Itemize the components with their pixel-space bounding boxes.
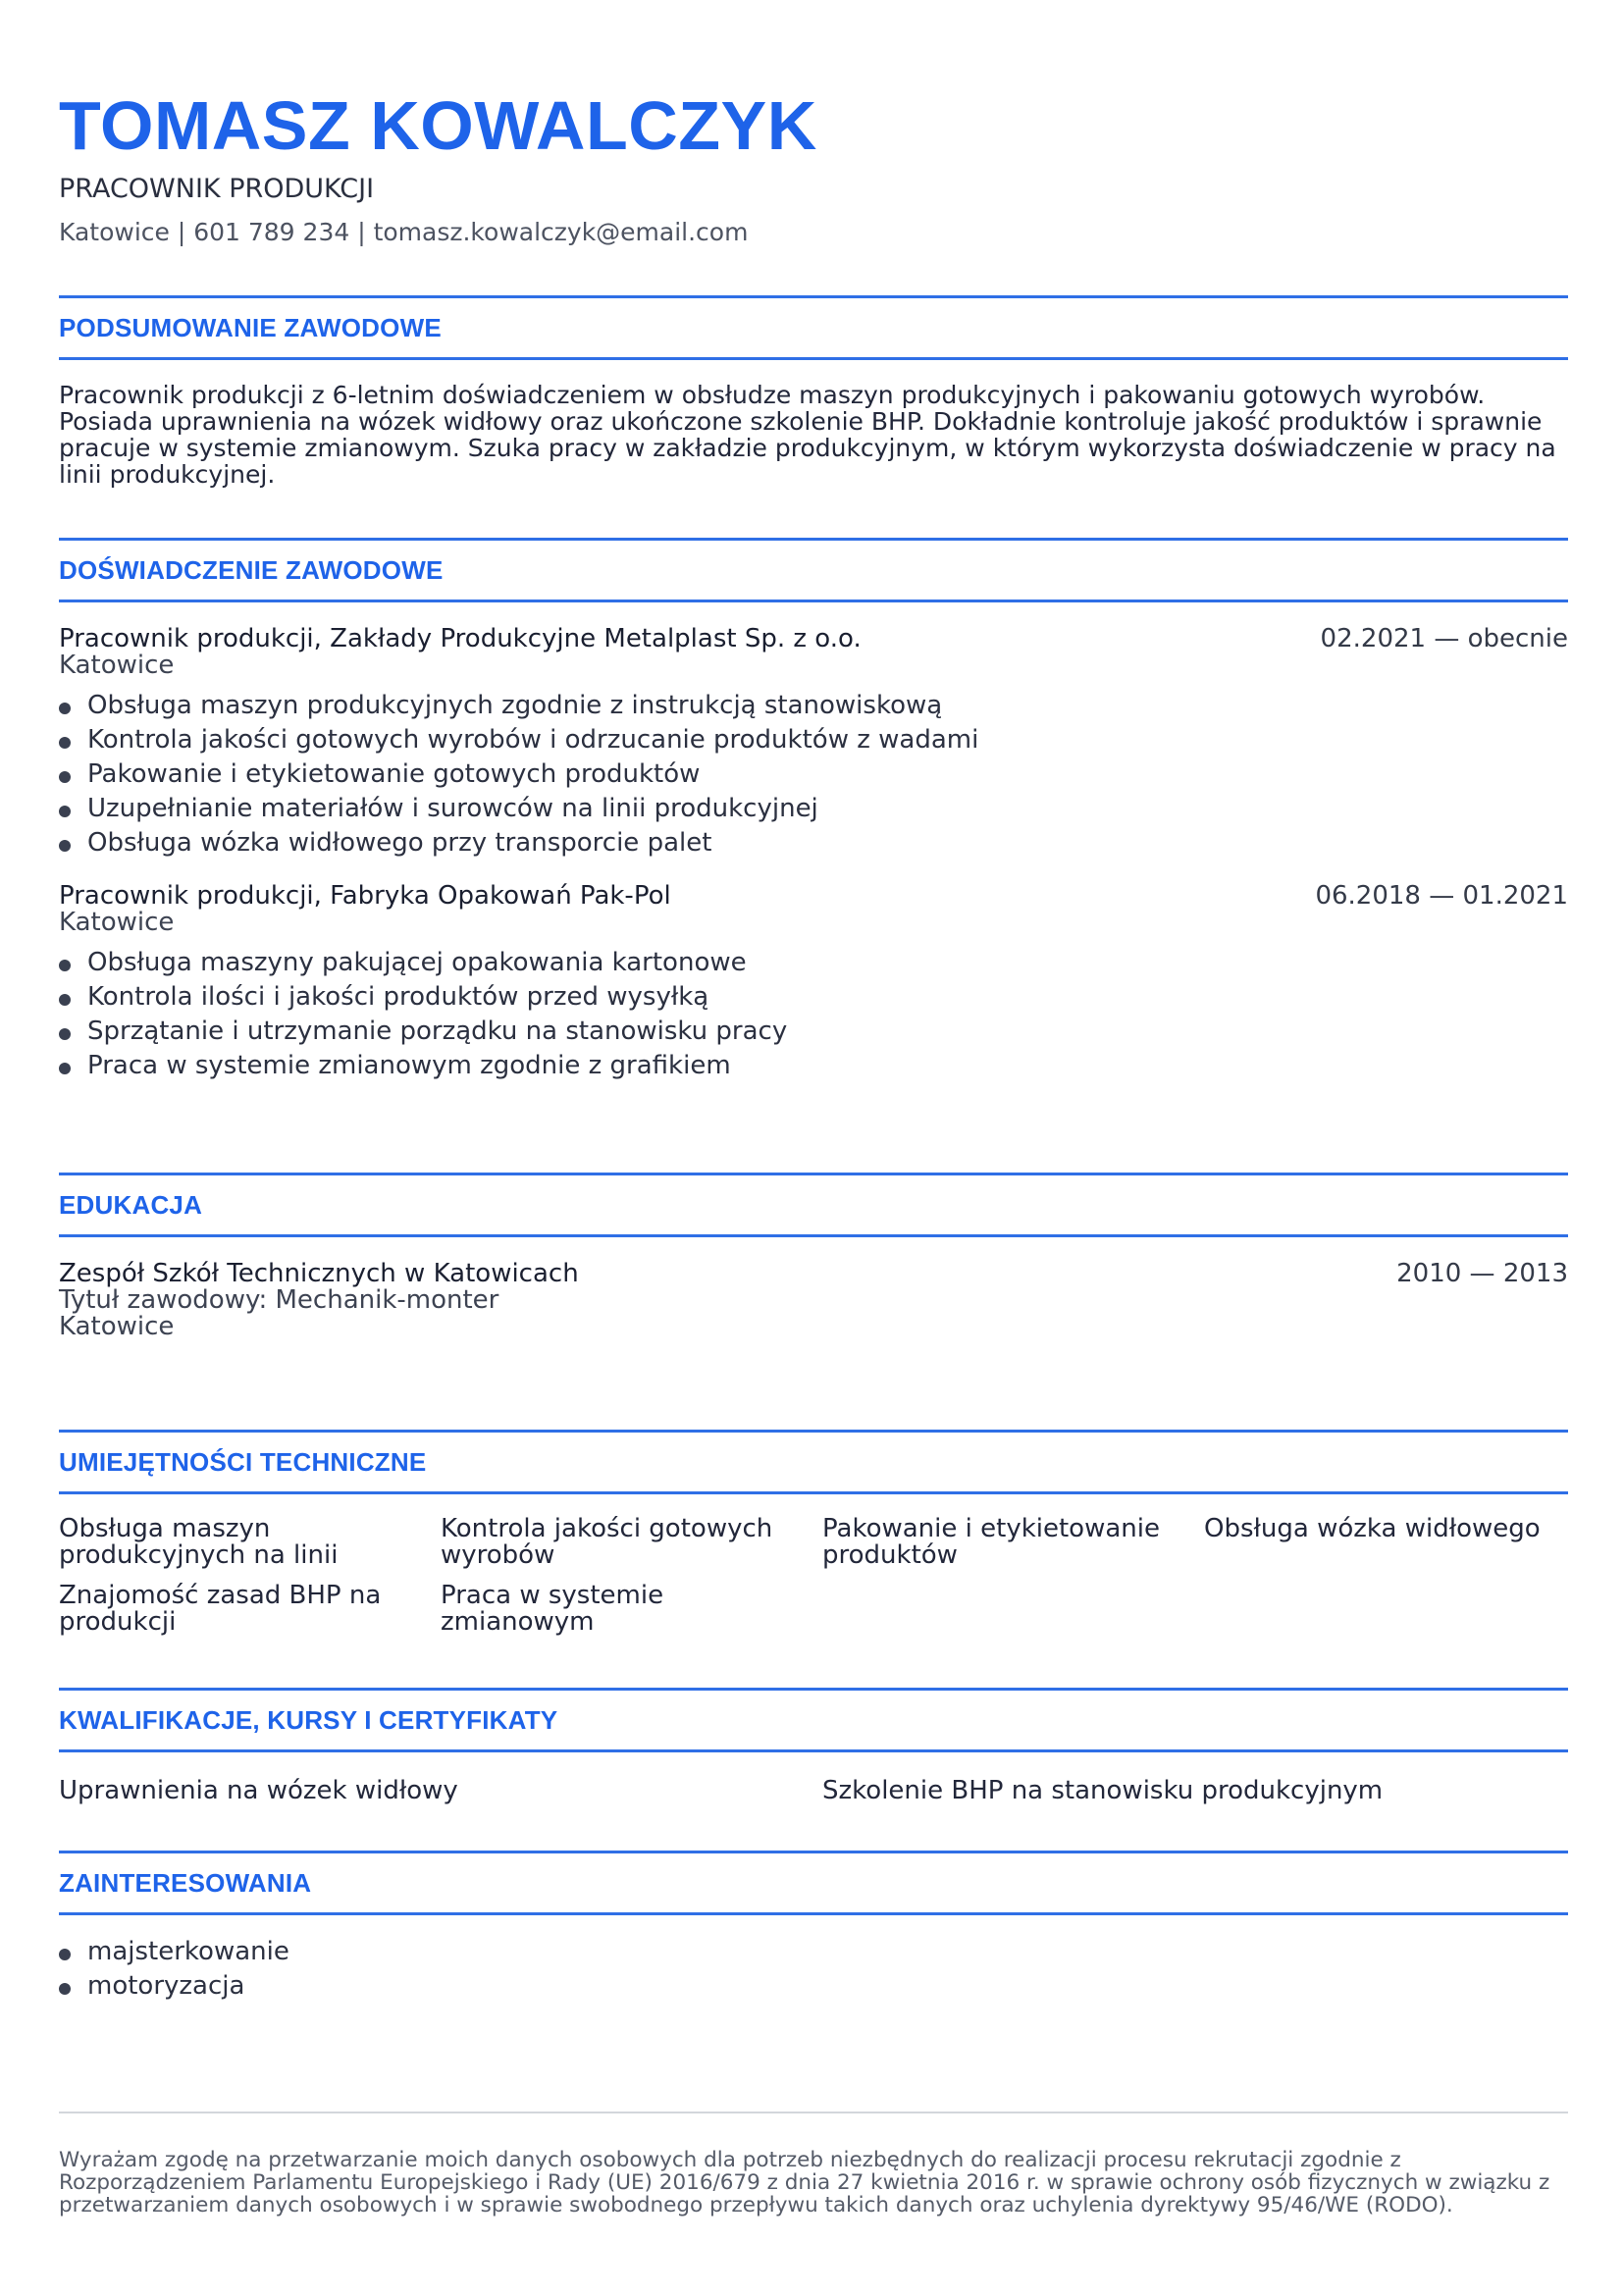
interests-list — [59, 1935, 1568, 2004]
list-item: Pakowanie i etykietowanie gotowych produktów — [59, 757, 1568, 792]
section-divider — [59, 1234, 1568, 1237]
list-item: Uzupełnianie materiałów i surowców na linii produkcyjnej — [59, 792, 1568, 826]
skill-item: Praca w systemie zmianowym — [441, 1581, 664, 1637]
section-title: UMIEJĘTNOŚCI TECHNICZNE — [59, 1447, 427, 1477]
section-title: ZAINTERESOWANIA — [59, 1868, 312, 1898]
candidate-name: TOMASZ KOWALCZYK — [59, 87, 817, 164]
job-location: Katowice — [59, 908, 175, 937]
education-section — [59, 1173, 1568, 1340]
section-divider — [59, 1749, 1568, 1752]
job-entry — [59, 626, 1568, 861]
gdpr-consent-clause: Wyrażam zgodę na przetwarzanie moich danych osobowych dla potrzeb niezbędnych do realizacji procesu rekrutacji zgodnie z Rozporządzeniem Parlamentu Europejskiego i Rady (UE) 2016/679 z dnia 27 kwietnia 2016 r. w sprawie ochrony osób fizycznych w związku z przetwarzaniem danych osobowych i w sprawie swobodnego przepływu takich danych oraz uchylenia dyrektywy 95/46/WE (RODO). — [59, 2148, 1550, 2217]
list-item: motoryzacja — [59, 1969, 1568, 2004]
school-location: Katowice — [59, 1312, 175, 1341]
section-divider — [59, 1491, 1568, 1494]
list-item: Obsługa wózka widłowego przy transporcie palet — [59, 826, 1568, 861]
section-title: PODSUMOWANIE ZAWODOWE — [59, 313, 442, 342]
skill-item: Obsługa wózka widłowego — [1204, 1514, 1541, 1543]
experience-section — [59, 538, 1568, 1083]
qualification-item: Uprawnienia na wózek widłowy — [59, 1776, 458, 1805]
degree: Tytuł zawodowy: Mechanik-monter — [59, 1285, 499, 1315]
job-position: Pracownik produkcji, Zakłady Produkcyjne Metalplast Sp. z o.o. — [59, 624, 862, 653]
school-name: Zespół Szkół Technicznych w Katowicach — [59, 1259, 579, 1288]
skills-section — [59, 1430, 1568, 1636]
education-header — [59, 1261, 1568, 1287]
job-location: Katowice — [59, 651, 175, 680]
job-entry — [59, 883, 1568, 1083]
skill-item: Obsługa maszyn produkcyjnych na linii — [59, 1514, 339, 1570]
qualifications-grid — [59, 1774, 1568, 1807]
interests-section — [59, 1851, 1568, 2004]
summary-section — [59, 295, 1568, 488]
job-title: PRACOWNIK PRODUKCJI — [59, 174, 375, 204]
job-dates: 02.2021 — obecnie — [1320, 624, 1568, 653]
job-header — [59, 626, 1568, 652]
summary-text: Pracownik produkcji z 6-letnim doświadczeniem w obsłudze maszyn produkcyjnych i pakowaniu gotowych wyrobów. Posiada uprawnienia na wózek widłowy oraz ukończone szkolenie BHP. Dokładnie kontroluje jakość produktów i sprawnie pracuje w systemie zmianowym. Szuka pracy w zakładzie produkcyjnym, w którym wykorzysta doświadczenie w pracy na linii produkcyjnej. — [59, 381, 1556, 489]
section-title: EDUKACJA — [59, 1190, 203, 1220]
skill-item: Znajomość zasad BHP na produkcji — [59, 1581, 382, 1637]
list-item: Obsługa maszyn produkcyjnych zgodnie z instrukcją stanowiskową — [59, 689, 1568, 723]
skill-item: Pakowanie i etykietowanie produktów — [822, 1514, 1160, 1570]
job-position: Pracownik produkcji, Fabryka Opakowań Pak-Pol — [59, 881, 671, 911]
job-bullets — [59, 689, 1568, 861]
section-title: DOŚWIADCZENIE ZAWODOWE — [59, 555, 444, 585]
list-item: Praca w systemie zmianowym zgodnie z grafikiem — [59, 1049, 1568, 1083]
section-title: KWALIFIKACJE, KURSY I CERTYFIKATY — [59, 1705, 558, 1735]
job-header — [59, 883, 1568, 910]
section-divider — [59, 357, 1568, 360]
skills-grid — [59, 1516, 1568, 1636]
qualifications-section — [59, 1688, 1568, 1807]
list-item: majsterkowanie — [59, 1935, 1568, 1969]
contact-line: Katowice | 601 789 234 | tomasz.kowalczyk@email.com — [59, 218, 749, 246]
education-entry — [59, 1261, 1568, 1340]
section-divider — [59, 1912, 1568, 1915]
qualification-item: Szkolenie BHP na stanowisku produkcyjnym — [822, 1776, 1384, 1805]
list-item: Kontrola jakości gotowych wyrobów i odrzucanie produktów z wadami — [59, 723, 1568, 757]
list-item: Sprzątanie i utrzymanie porządku na stanowisku pracy — [59, 1015, 1568, 1049]
job-dates: 06.2018 — 01.2021 — [1315, 881, 1568, 911]
list-item: Obsługa maszyny pakującej opakowania kartonowe — [59, 946, 1568, 980]
job-bullets — [59, 946, 1568, 1083]
skill-item: Kontrola jakości gotowych wyrobów — [441, 1514, 773, 1570]
education-dates: 2010 — 2013 — [1396, 1259, 1568, 1288]
list-item: Kontrola ilości i jakości produktów przed wysyłką — [59, 980, 1568, 1015]
section-divider — [59, 600, 1568, 602]
footer-divider — [59, 2112, 1568, 2113]
